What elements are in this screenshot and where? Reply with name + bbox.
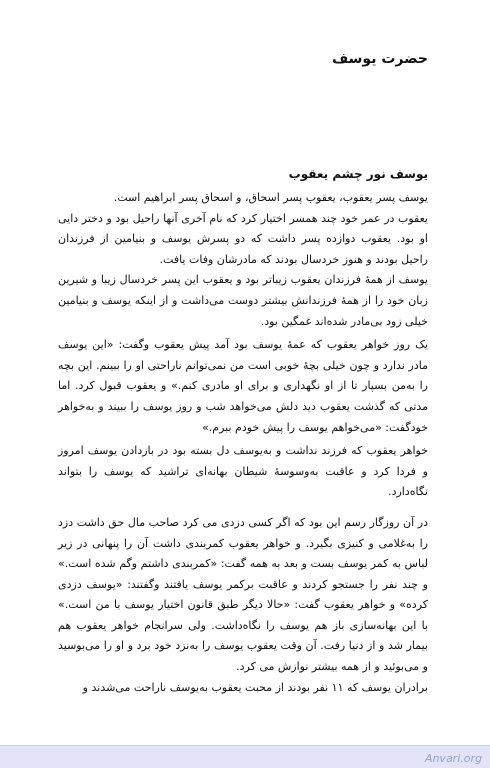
chapter-title: حضرت یوسف	[331, 51, 428, 67]
site-watermark: Anvari.org	[424, 752, 482, 765]
paragraph: یعقوب در عمر خود چند همسر اختیار کرد که نام آخری آنها راحیل بود و دختر دایی او بود. یعقوب دوازده پسر داشت که دو پسرش یوسف و بنیامین از فرزندان راحیل بودند و هنوز خردسال بودند که مادرشان وفات یافت.	[58, 211, 428, 266]
paragraph: یوسف از همهٔ فرزندان یعقوب زیباتر بود و یعقوب این پسر خردسال زیبا و شیرین زبان خود را از همهٔ فرزندانش بیشتر دوست می‌داشت و از اینکه یوسف و بنیامین خیلی زود بی‌مادر شده‌اند غمگین بود.	[58, 273, 428, 328]
paragraph: خواهر یعقوب که فرزند نداشت و به‌یوسف دل بسته بود در بازدادن یوسف امروز و فردا کرد و عاقبت به‌وسوسهٔ شیطان بهانه‌ای تراشید که یوسف را بتواند نگاه‌دارد.	[58, 444, 428, 499]
paragraph: یک روز خواهر یعقوب که عمهٔ یوسف بود آمد پیش یعقوب وگفت: «این یوسف مادر ندارد و چون خیلی بچهٔ خوبی است من نمی‌توانم ناراحتی او را ببینم. این بچه را به‌من بسپار تا از او نگهداری و برای او مادری کنم.» و یعقوب قبول کرد. اما مدتی که گذشت یعقوب دید دلش می‌خواهد شب و روز یوسف را ببیند و به‌خواهر خودگفت: «می‌خواهم یوسف را پیش خودم ببرم.»	[58, 338, 428, 434]
paragraph: برادران یوسف که ۱۱ نفر بودند از محبت یعقوب به‌یوسف ناراحت می‌شدند و	[82, 680, 428, 694]
paragraph: یوسف پسر یعقوب، یعقوب پسر اسحاق، و اسحاق پسر ابراهیم است.	[113, 191, 428, 204]
section-heading: یوسف نور چشم یعقوب	[288, 167, 428, 181]
footer-bar	[0, 745, 490, 768]
paragraph: در آن روزگار رسم این بود که اگر کسی دزدی می کرد صاحب مال حق داشت دزد را به‌غلامی و کنیزی بگیرد. و خواهر یعقوب کمربندی داشت آن را پنهانی در زیر لباس به کمر یوسف بست و بعد به همه گفت: «کمربندی داشتم وگم شده است.» و چند نفر را جستجو کردند و عاقبت برکمر یوسف یافتند وگفتند: «یوسف دزدی کرده» و خواهر یعقوب گفت: «حالا دیگر طبق قانون اختیار یوسف با من است.» با این بهانه‌سازی باز هم یوسف را نگاه‌داشت. ولی سرانجام خواهر یعقوب هم بیمار شد و از دنیا رفت. آن وقت یعقوب یوسف را به‌نزد خود برد و او را می‌بوسید و می‌بوئید و از همه بیشتر نوازش می کرد.	[58, 515, 428, 674]
body-text	[58, 188, 428, 698]
